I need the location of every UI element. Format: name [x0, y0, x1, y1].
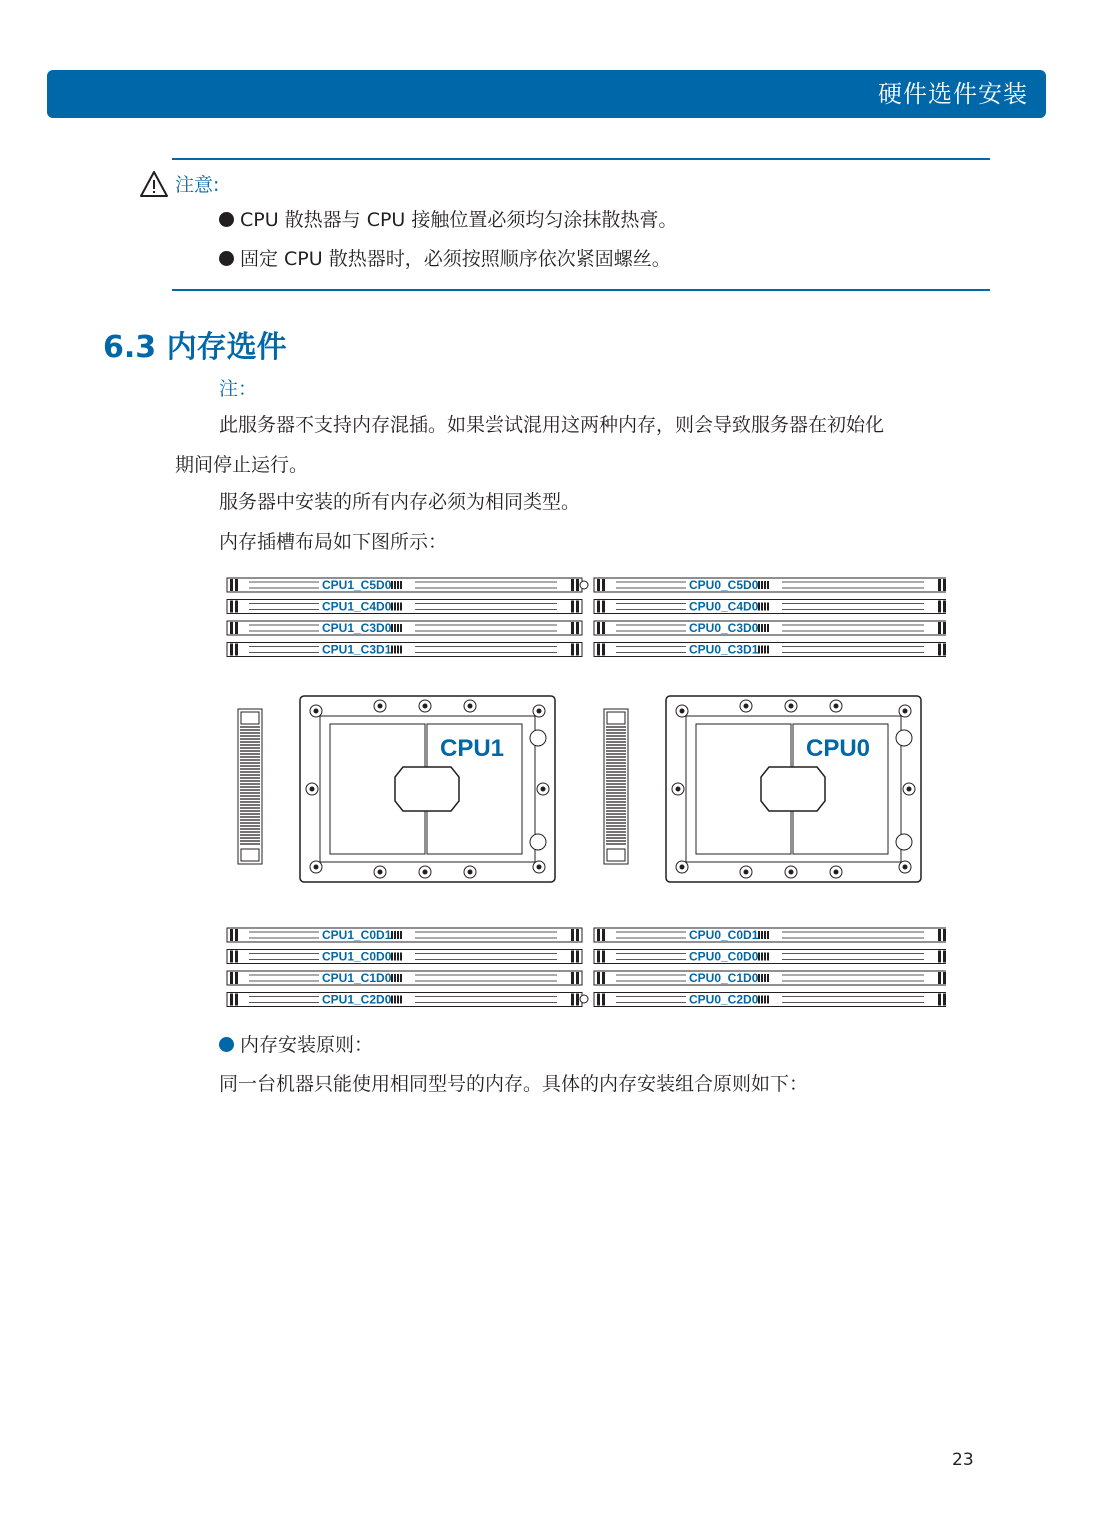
- slot-latch: [597, 994, 600, 1006]
- slot-latch: [235, 622, 238, 634]
- slot-notch: [397, 603, 399, 611]
- slot-notch: [767, 581, 769, 589]
- slot-notch: [764, 996, 766, 1004]
- slot-latch: [571, 579, 574, 591]
- slot-latch: [597, 622, 600, 634]
- slot-latch: [943, 622, 946, 634]
- screw-head: [903, 709, 908, 714]
- screw-head: [468, 704, 473, 709]
- dimm-slot-label: CPU0_C4D0: [689, 599, 759, 614]
- slot-latch: [576, 972, 579, 984]
- dimm-slot-label: CPU1_C0D1: [322, 928, 392, 942]
- slot-notch: [397, 581, 399, 589]
- slot-notch: [397, 953, 399, 961]
- bullet-icon: [219, 251, 234, 266]
- screw-head: [541, 787, 546, 792]
- caution-top-rule: [172, 158, 990, 160]
- rules-title: 内存安装原则：: [219, 1032, 373, 1058]
- dimm-slot-body: [594, 993, 946, 1007]
- fin-cap: [241, 712, 259, 724]
- slot-notch: [767, 646, 769, 654]
- slot-notch: [394, 953, 396, 961]
- slot-notch: [761, 646, 763, 654]
- slot-latch: [602, 929, 605, 941]
- screw-head: [903, 865, 908, 870]
- dimm-slot-label: CPU0_C3D1: [689, 642, 759, 657]
- slot-notch: [400, 603, 402, 611]
- dimm-slot: [227, 643, 582, 657]
- dimm-slot-label: CPU1_C3D1: [322, 642, 392, 657]
- slot-latch: [571, 972, 574, 984]
- bullet-icon: [219, 1037, 234, 1052]
- slot-latch: [576, 622, 579, 634]
- mark-circle: [580, 581, 588, 589]
- screw-head: [378, 870, 383, 875]
- slot-latch: [571, 601, 574, 613]
- slot-latch: [602, 972, 605, 984]
- chapter-header-bar: [47, 70, 1046, 118]
- cpu-socket: [666, 696, 921, 882]
- slot-latch: [230, 622, 233, 634]
- slot-latch: [235, 929, 238, 941]
- dimm-slot-body: [227, 993, 582, 1007]
- dimm-slot-body: [227, 621, 582, 635]
- slot-latch: [576, 929, 579, 941]
- dimm-slot-label: CPU1_C3D0: [322, 621, 392, 635]
- dimm-slot-body: [227, 950, 582, 964]
- fin-block: [238, 709, 262, 864]
- slot-notch: [400, 953, 402, 961]
- dimm-slot-label: CPU0_C0D1: [689, 928, 759, 942]
- slot-notch: [397, 996, 399, 1004]
- dimm-slot: [227, 600, 582, 614]
- note-label: 注：: [219, 378, 258, 400]
- dimm-slot: [594, 950, 946, 964]
- slot-notch: [761, 624, 763, 632]
- slot-latch: [571, 994, 574, 1006]
- slot-notch: [767, 996, 769, 1004]
- slot-notch: [761, 931, 763, 939]
- slot-notch: [767, 953, 769, 961]
- slot-notch: [767, 624, 769, 632]
- fin-cap: [241, 849, 259, 861]
- cpu-label: CPU1: [440, 735, 505, 762]
- slot-latch: [938, 644, 941, 656]
- dimm-slot: [594, 993, 946, 1007]
- slot-notch: [764, 603, 766, 611]
- socket-center: [395, 767, 459, 811]
- dimm-slot-body: [594, 600, 946, 614]
- dimm-slot: [227, 971, 582, 985]
- slot-notch: [394, 996, 396, 1004]
- dimm-slot-body: [594, 578, 946, 592]
- lever-hook: [896, 834, 912, 850]
- slot-notch: [767, 974, 769, 982]
- slot-notch: [394, 931, 396, 939]
- dimm-slot: [594, 928, 946, 942]
- slot-latch: [943, 929, 946, 941]
- slot-notch: [394, 603, 396, 611]
- paragraph: 服务器中安装的所有内存必须为相同类型。: [219, 491, 581, 513]
- slot-latch: [602, 994, 605, 1006]
- bullet-icon: [219, 212, 234, 227]
- dimm-slot: [227, 928, 582, 942]
- slot-latch: [943, 644, 946, 656]
- slot-notch: [764, 581, 766, 589]
- dimm-slot-body: [227, 578, 582, 592]
- screw-head: [744, 704, 749, 709]
- dimm-slot-label: CPU0_C0D0: [689, 949, 759, 964]
- slot-notch: [400, 996, 402, 1004]
- fin-block: [604, 709, 628, 864]
- slot-latch: [597, 951, 600, 963]
- mark-circle: [580, 995, 588, 1003]
- slot-latch: [943, 972, 946, 984]
- dimm-slot: [227, 950, 582, 964]
- slot-notch: [764, 646, 766, 654]
- rules-text: 同一台机器只能使用相同型号的内存。具体的内存安装组合原则如下：: [219, 1073, 809, 1095]
- dimm-slot: [594, 578, 946, 592]
- slot-latch: [230, 951, 233, 963]
- dimm-slot: [594, 971, 946, 985]
- warning-icon: [139, 170, 169, 198]
- slot-latch: [597, 644, 600, 656]
- slot-latch: [597, 579, 600, 591]
- slot-latch: [602, 579, 605, 591]
- slot-notch: [400, 646, 402, 654]
- caution-title: 注意:: [175, 174, 220, 196]
- slot-latch: [597, 972, 600, 984]
- caution-item: CPU 散热器与 CPU 接触位置必须均匀涂抹散热膏。: [219, 207, 677, 233]
- slot-notch: [761, 953, 763, 961]
- slot-latch: [235, 644, 238, 656]
- chapter-title: 硬件选件安装: [878, 80, 1028, 108]
- dimm-slot: [227, 578, 582, 592]
- slot-notch: [397, 646, 399, 654]
- dimm-slot-body: [594, 971, 946, 985]
- dimm-slot-body: [227, 643, 582, 657]
- caution-bottom-rule: [172, 289, 990, 291]
- slot-notch: [400, 624, 402, 632]
- dimm-slot-body: [227, 600, 582, 614]
- slot-latch: [602, 601, 605, 613]
- slot-latch: [576, 644, 579, 656]
- socket-center: [761, 767, 825, 811]
- slot-latch: [938, 972, 941, 984]
- dimm-slot-label: CPU1_C4D0: [322, 599, 392, 614]
- screw-head: [314, 865, 319, 870]
- dimm-slot-body: [227, 928, 582, 942]
- slot-latch: [230, 601, 233, 613]
- slot-notch: [761, 996, 763, 1004]
- page-number: 23: [952, 1450, 974, 1470]
- slot-latch: [943, 951, 946, 963]
- slot-latch: [943, 994, 946, 1006]
- paragraph: 此服务器不支持内存混插。如果尝试混用这两种内存，则会导致服务器在初始化: [219, 414, 885, 436]
- slot-latch: [230, 644, 233, 656]
- screw-head: [423, 704, 428, 709]
- slot-latch: [938, 929, 941, 941]
- slot-notch: [761, 974, 763, 982]
- screw-head: [314, 709, 319, 714]
- slot-latch: [938, 601, 941, 613]
- slot-notch: [394, 581, 396, 589]
- caution-item: 固定 CPU 散热器时，必须按照顺序依次紧固螺丝。: [219, 246, 671, 272]
- slot-latch: [938, 622, 941, 634]
- slot-notch: [764, 953, 766, 961]
- cpu-label: CPU0: [806, 735, 871, 762]
- slot-latch: [571, 929, 574, 941]
- slot-latch: [230, 929, 233, 941]
- slot-notch: [397, 624, 399, 632]
- slot-notch: [400, 974, 402, 982]
- dimm-slot-body: [594, 950, 946, 964]
- dimm-slot: [594, 621, 946, 635]
- screw-head: [676, 787, 681, 792]
- slot-latch: [938, 994, 941, 1006]
- slot-notch: [394, 624, 396, 632]
- slot-latch: [938, 951, 941, 963]
- slot-latch: [571, 644, 574, 656]
- cpu-socket: [300, 696, 555, 882]
- dimm-slot-body: [227, 971, 582, 985]
- dimm-slot-label: CPU0_C2D0: [689, 992, 759, 1007]
- screw-head: [834, 704, 839, 709]
- slot-latch: [235, 951, 238, 963]
- screw-head: [834, 870, 839, 875]
- slot-latch: [230, 579, 233, 591]
- slot-notch: [764, 624, 766, 632]
- dimm-slot-label: CPU1_C0D0: [322, 949, 392, 964]
- dimm-slot: [594, 643, 946, 657]
- slot-latch: [576, 951, 579, 963]
- slot-latch: [571, 622, 574, 634]
- screw-head: [537, 865, 542, 870]
- dimm-slot-label: CPU0_C1D0: [689, 971, 759, 985]
- slot-latch: [597, 601, 600, 613]
- slot-latch: [602, 622, 605, 634]
- slot-latch: [943, 601, 946, 613]
- slot-notch: [394, 646, 396, 654]
- screw-head: [310, 787, 315, 792]
- slot-latch: [943, 579, 946, 591]
- screw-head: [378, 704, 383, 709]
- slot-notch: [761, 603, 763, 611]
- slot-notch: [767, 931, 769, 939]
- screw-head: [789, 870, 794, 875]
- paragraph: 内存插槽布局如下图所示：: [219, 531, 448, 553]
- dimm-slot-label: CPU1_C5D0: [322, 578, 392, 592]
- slot-latch: [230, 994, 233, 1006]
- slot-latch: [597, 929, 600, 941]
- screw-head: [907, 787, 912, 792]
- slot-latch: [571, 951, 574, 963]
- slot-notch: [397, 974, 399, 982]
- dimm-slot-label: CPU0_C3D0: [689, 621, 759, 635]
- slot-latch: [576, 994, 579, 1006]
- dimm-slot-body: [594, 621, 946, 635]
- slot-latch: [576, 601, 579, 613]
- slot-latch: [235, 579, 238, 591]
- dimm-slot: [594, 600, 946, 614]
- slot-latch: [602, 644, 605, 656]
- slot-notch: [394, 974, 396, 982]
- screw-head: [537, 709, 542, 714]
- slot-notch: [400, 931, 402, 939]
- slot-notch: [764, 931, 766, 939]
- dimm-slot: [227, 621, 582, 635]
- slot-latch: [938, 579, 941, 591]
- dimm-slot: [227, 993, 582, 1007]
- slot-notch: [761, 581, 763, 589]
- fin-cap: [607, 849, 625, 861]
- dimm-slot-label: CPU1_C2D0: [322, 992, 392, 1007]
- slot-latch: [235, 601, 238, 613]
- screw-head: [744, 870, 749, 875]
- screw-head: [423, 870, 428, 875]
- slot-notch: [397, 931, 399, 939]
- slot-latch: [235, 972, 238, 984]
- dimm-slot-label: CPU1_C1D0: [322, 971, 392, 985]
- screw-head: [468, 870, 473, 875]
- dimm-slot-body: [594, 928, 946, 942]
- screw-head: [789, 704, 794, 709]
- lever-hook: [896, 730, 912, 746]
- memory-slot-diagram: [222, 570, 946, 1014]
- slot-latch: [576, 579, 579, 591]
- screw-head: [680, 865, 685, 870]
- slot-latch: [230, 972, 233, 984]
- slot-latch: [235, 994, 238, 1006]
- slot-notch: [764, 974, 766, 982]
- section-heading: 6.3 内存选件: [103, 330, 287, 365]
- dimm-slot-body: [594, 643, 946, 657]
- paragraph: 期间停止运行。: [175, 454, 309, 476]
- slot-latch: [602, 951, 605, 963]
- slot-notch: [400, 581, 402, 589]
- slot-notch: [767, 603, 769, 611]
- fin-cap: [607, 712, 625, 724]
- dimm-slot-label: CPU0_C5D0: [689, 578, 759, 592]
- lever-hook: [530, 834, 546, 850]
- screw-head: [680, 709, 685, 714]
- lever-hook: [530, 730, 546, 746]
